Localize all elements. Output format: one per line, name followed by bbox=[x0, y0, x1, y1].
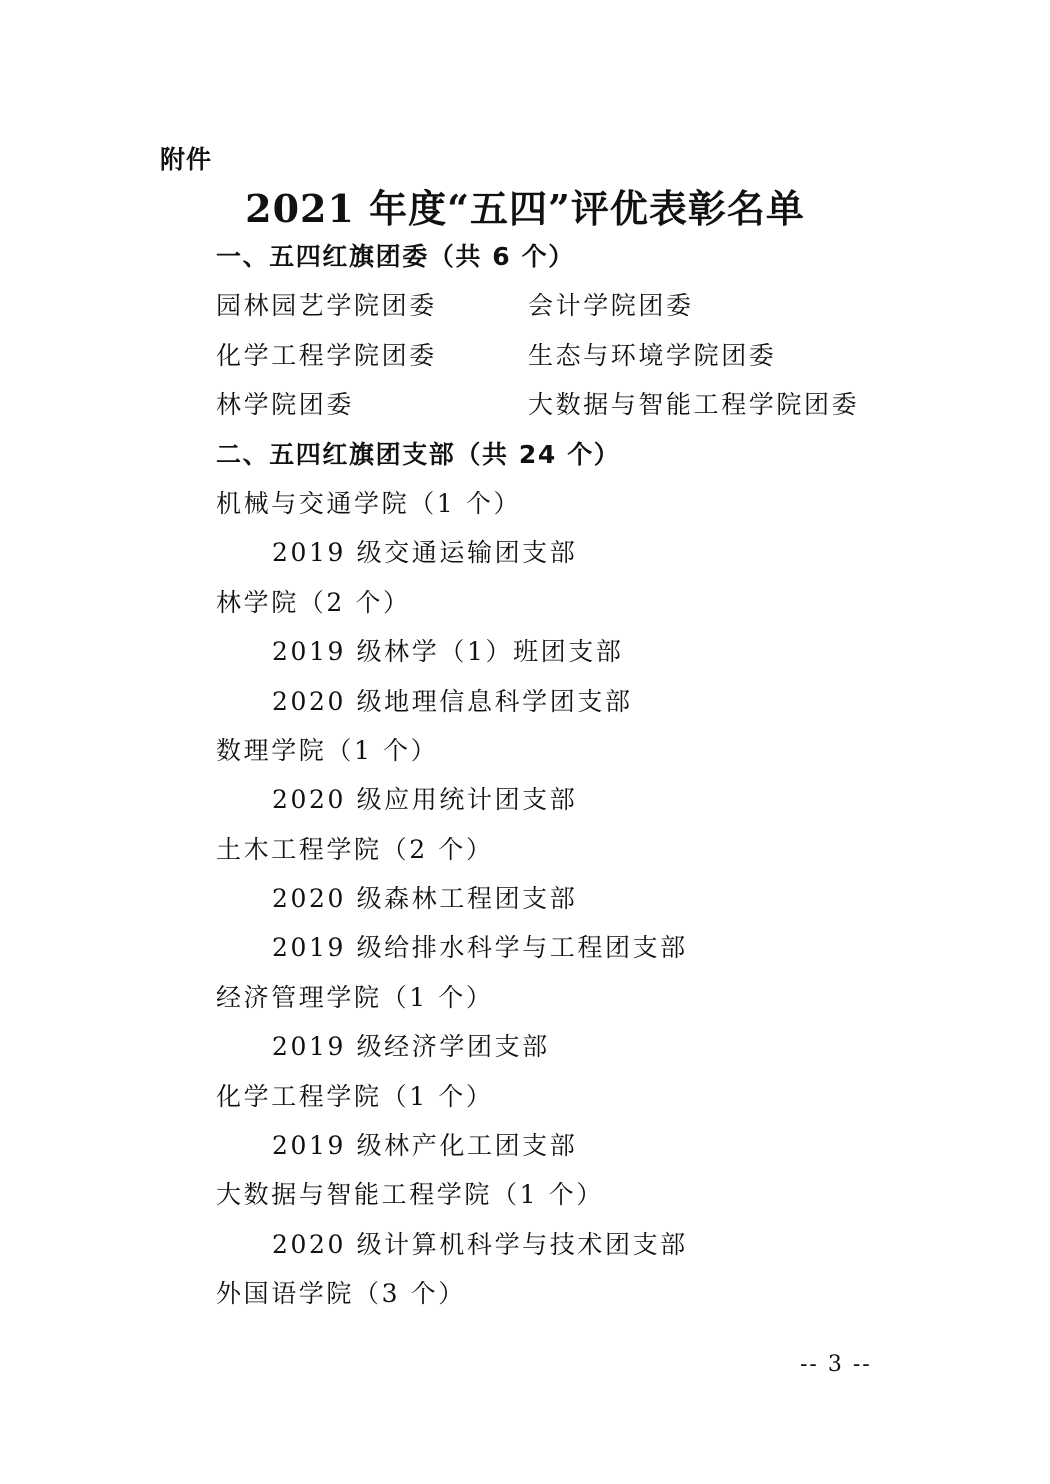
section1-heading: 一、五四红旗团委（共 6 个） bbox=[216, 242, 575, 271]
branch-item: 2020 级计算机科学与技术团支部 bbox=[272, 1229, 688, 1259]
attachment-label: 附件 bbox=[160, 145, 213, 174]
section1-row bbox=[216, 334, 916, 383]
document-title: 2021 年度“五四”评优表彰名单 bbox=[245, 186, 805, 231]
branch-item: 2020 级森林工程团支部 bbox=[272, 884, 578, 914]
college-heading: 数理学院（1 个） bbox=[216, 735, 439, 765]
college-heading: 土木工程学院（2 个） bbox=[216, 834, 494, 864]
college-heading: 林学院（2 个） bbox=[216, 587, 411, 617]
branch-item: 2020 级地理信息科学团支部 bbox=[272, 686, 633, 716]
college-heading: 大数据与智能工程学院（1 个） bbox=[216, 1180, 604, 1210]
branch-item: 2019 级经济学团支部 bbox=[272, 1032, 550, 1062]
college-heading: 机械与交通学院（1 个） bbox=[216, 488, 522, 518]
honoree-name: 生态与环境学院团委 bbox=[528, 340, 777, 370]
branch-item: 2019 级交通运输团支部 bbox=[272, 538, 578, 568]
document-body bbox=[216, 235, 916, 1322]
branch-item: 2019 级林产化工团支部 bbox=[272, 1131, 578, 1161]
section1-row bbox=[216, 383, 916, 432]
branch-item: 2019 级林学（1）班团支部 bbox=[272, 637, 624, 667]
college-heading: 化学工程学院（1 个） bbox=[216, 1081, 494, 1111]
section1-row bbox=[216, 284, 916, 333]
honoree-name: 园林园艺学院团委 bbox=[216, 291, 437, 321]
honoree-name: 林学院团委 bbox=[216, 390, 355, 420]
college-heading: 经济管理学院（1 个） bbox=[216, 982, 494, 1012]
honoree-name: 会计学院团委 bbox=[528, 291, 694, 321]
page-number: -- 3 -- bbox=[800, 1352, 872, 1377]
branch-item: 2019 级给排水科学与工程团支部 bbox=[272, 933, 688, 963]
section2-heading: 二、五四红旗团支部（共 24 个） bbox=[216, 439, 621, 469]
honoree-name: 化学工程学院团委 bbox=[216, 340, 437, 370]
college-heading: 外国语学院（3 个） bbox=[216, 1279, 466, 1309]
honoree-name: 大数据与智能工程学院团委 bbox=[528, 390, 860, 420]
branch-item: 2020 级应用统计团支部 bbox=[272, 785, 578, 815]
